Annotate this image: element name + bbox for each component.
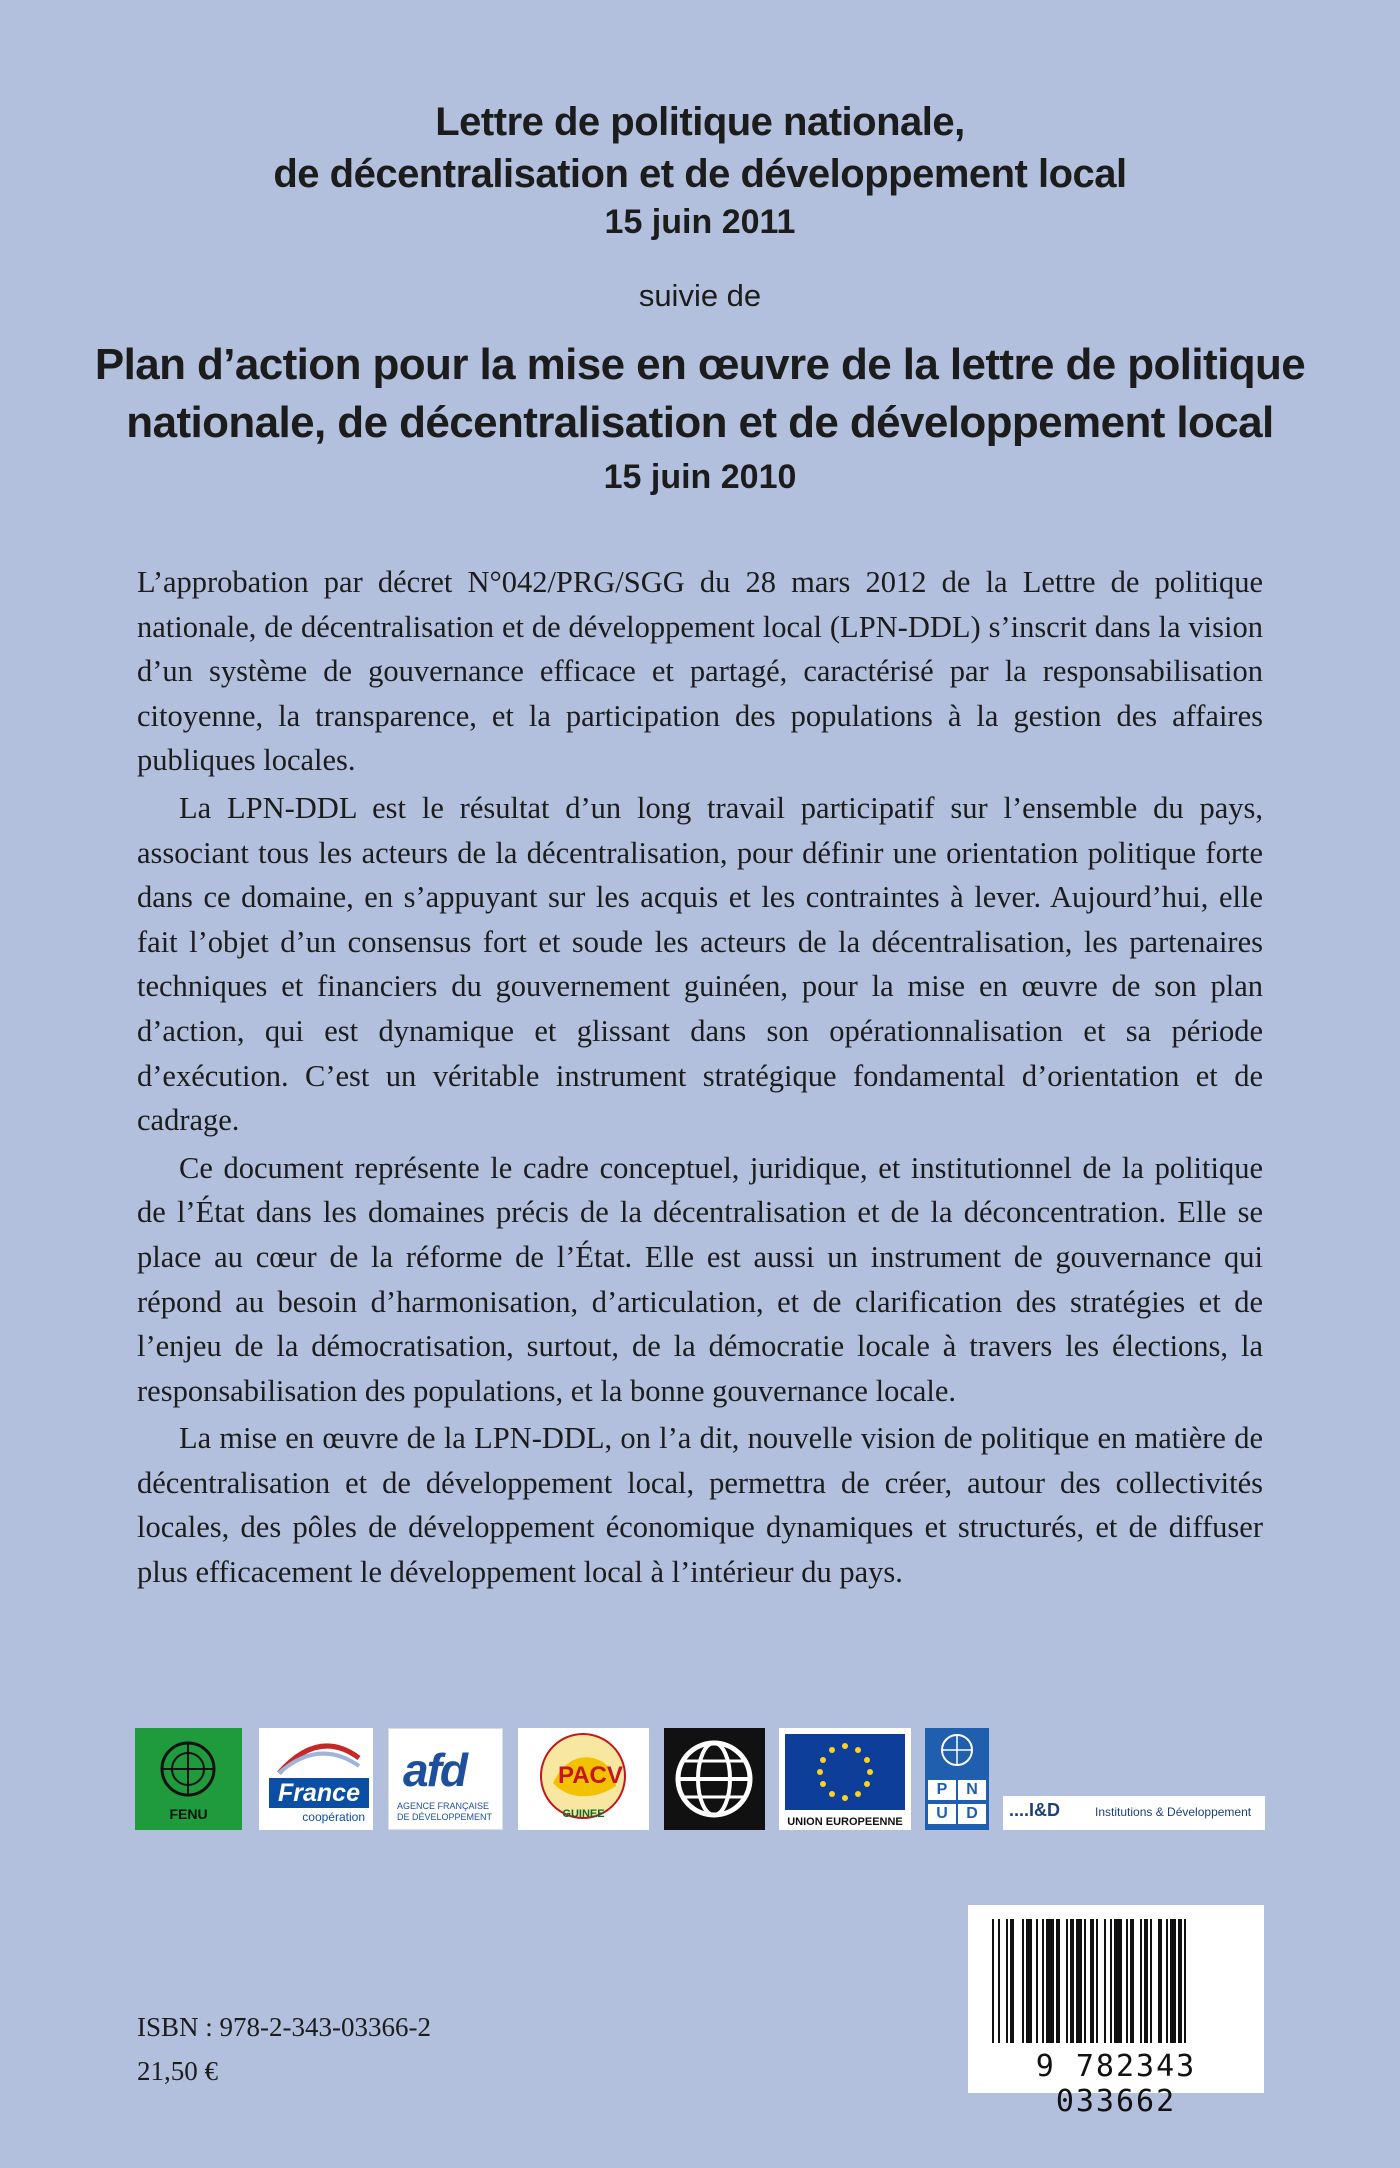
institutions-developpement-logo: [1003, 1796, 1265, 1830]
barcode-bar: [1166, 1919, 1168, 2043]
afd-sub-line-2: DE DÉVELOPPEMENT: [397, 1812, 493, 1822]
barcode-bar: [1144, 1919, 1148, 2043]
globe-swoosh-icon: [259, 1728, 373, 1778]
eu-flag: [785, 1734, 905, 1810]
barcode-bar: [1114, 1919, 1122, 2043]
barcode-bar: [1126, 1919, 1128, 2043]
barcode-bar: [1130, 1919, 1134, 2043]
pacv-sub-label: GUINEE: [562, 1808, 605, 1820]
barcode-bar: [1084, 1919, 1086, 2043]
fenu-label: FENU: [169, 1806, 208, 1822]
paragraph-2: La LPN-DDL est le résultat d’un long travail participatif sur l’ensemble du pays, associant tous les acteurs de la décentralisation, pour définir une orientation politique forte dans ce domaine, en s’appuyant sur les acquis et les contraintes à lever. Aujourd’hui, elle fait l’objet d’un consensus fort et soude les acteurs de la décentralisation, les partenaires techniques et financiers du gouvernement guinéen, pour la mise en œuvre de son plan d’action, qui est dynamique et glissant dans son opérationnalisation et sa période d’exécution. C’est un véritable instrument stratégique fondamental d’orientation et de cadrage.: [137, 790, 1263, 1138]
barcode-bar: [1022, 1919, 1024, 2043]
european-union-logo: [779, 1728, 911, 1830]
pacv-label: PACV: [558, 1762, 623, 1789]
title-1-line-2: de décentralisation et de développement local: [273, 152, 1127, 196]
fenu-logo: [135, 1728, 242, 1830]
barcode-digits: 9 782343 033662: [1035, 2049, 1197, 2119]
barcode-bar: [1010, 1919, 1014, 2043]
barcode-bar: [1184, 1919, 1186, 2043]
world-globe-icon: [664, 1728, 765, 1830]
barcode-bar: [1158, 1919, 1162, 2043]
barcode-bar: [1178, 1919, 1182, 2043]
barcode-bar: [1170, 1919, 1176, 2043]
pacv-logo: [518, 1728, 649, 1830]
partner-logos: [0, 1728, 1400, 1838]
barcode-bar: [1042, 1919, 1044, 2043]
un-emblem-icon: [157, 1738, 219, 1800]
date-1: 15 juin 2011: [604, 203, 796, 241]
barcode-bar: [1056, 1919, 1060, 2043]
barcode-bar: [1096, 1919, 1098, 2043]
france-label: France: [269, 1778, 369, 1808]
pnud-cell-u: U: [928, 1804, 956, 1824]
eu-stars-icon: [785, 1734, 905, 1810]
suivie-de: suivie de: [638, 278, 762, 313]
barcode-bars-icon: [986, 1919, 1246, 2047]
paragraph-1: L’approbation par décret N°042/PRG/SGG du 28 mars 2012 de la Lettre de politique nationale, de décentralisation et de développement local (LPN-DDL) s’inscrit dans la vision d’un système de gouvernance efficace et partagé, caractérisé par la responsabilisation citoyenne, la transparence, et la participation des populations à la gestion des affaires publiques locales.: [137, 565, 1263, 778]
date-2: 15 juin 2010: [603, 458, 797, 496]
barcode-bar: [1140, 1919, 1142, 2043]
barcode-bar: [1046, 1919, 1054, 2043]
barcode-bar: [1066, 1919, 1068, 2043]
barcode-bar: [1150, 1919, 1152, 2043]
pnud-cell-n: N: [958, 1780, 986, 1800]
iad-label: Institutions & Développement: [1095, 1805, 1252, 1819]
world-bank-logo: [664, 1728, 765, 1830]
barcode-bar: [992, 1919, 994, 2043]
barcode: [968, 1905, 1264, 2119]
barcode-bar: [1104, 1919, 1106, 2043]
title-2-line-1: Plan d’action pour la mise en œuvre de la lettre de politique: [94, 340, 1306, 389]
barcode-bar: [1006, 1919, 1008, 2043]
barcode-bar: [1070, 1919, 1074, 2043]
isbn: ISBN : 978-2-343-03366-2: [137, 2012, 431, 2042]
france-sub-label: coopération: [302, 1810, 365, 1824]
title-2: [0, 336, 1400, 452]
afd-logo: [388, 1728, 503, 1830]
title-1: [0, 96, 1400, 200]
price: 21,50 €: [137, 2056, 218, 2086]
barcode-bar: [998, 1919, 1000, 2043]
title-1-line-1: Lettre de politique nationale,: [435, 100, 965, 144]
afd-sub-line-1: AGENCE FRANÇAISE: [397, 1801, 490, 1811]
pnud-cell-d: D: [958, 1804, 986, 1824]
afd-label: afd: [403, 1744, 466, 1796]
barcode-bar: [1110, 1919, 1112, 2043]
barcode-bar: [1076, 1919, 1082, 2043]
barcode-bar: [1026, 1919, 1032, 2043]
pnud-cell-p: P: [928, 1780, 956, 1800]
iad-mark: ....I&D: [1009, 1800, 1061, 1820]
france-cooperation-logo: [259, 1728, 373, 1830]
eu-label: UNION EUROPEENNE: [787, 1816, 903, 1828]
un-wreath-icon: [925, 1728, 989, 1772]
title-2-line-2: nationale, de décentralisation et de développement local: [126, 398, 1274, 447]
pnud-logo: [925, 1728, 989, 1830]
barcode-bar: [1036, 1919, 1038, 2043]
afd-sub-label: [397, 1801, 498, 1823]
paragraph-4: La mise en œuvre de la LPN-DDL, on l’a dit, nouvelle vision de politique en matière de décentralisation et de développement local, permettra de créer, autour des collectivités locales, des pôles de développement économique dynamiques et structurés, et de diffuser plus efficacement le développement local à l’intérieur du pays.: [137, 1421, 1263, 1590]
paragraph-3: Ce document représente le cadre conceptuel, juridique, et institutionnel de la politique de l’État dans les domaines précis de la décentralisation et de la déconcentration. Elle se place au cœur de la réforme de l’État. Elle est aussi un instrument de gouvernance qui répond au besoin d’harmonisation, d’articulation, et de clarification des stratégies et de l’enjeu de la démocratisation, surtout, de la démocratie locale à travers les élections, la responsabilisation des populations, et la bonne gouvernance locale.: [137, 1150, 1263, 1408]
summary-text: [137, 560, 1263, 1598]
barcode-bar: [1090, 1919, 1094, 2043]
